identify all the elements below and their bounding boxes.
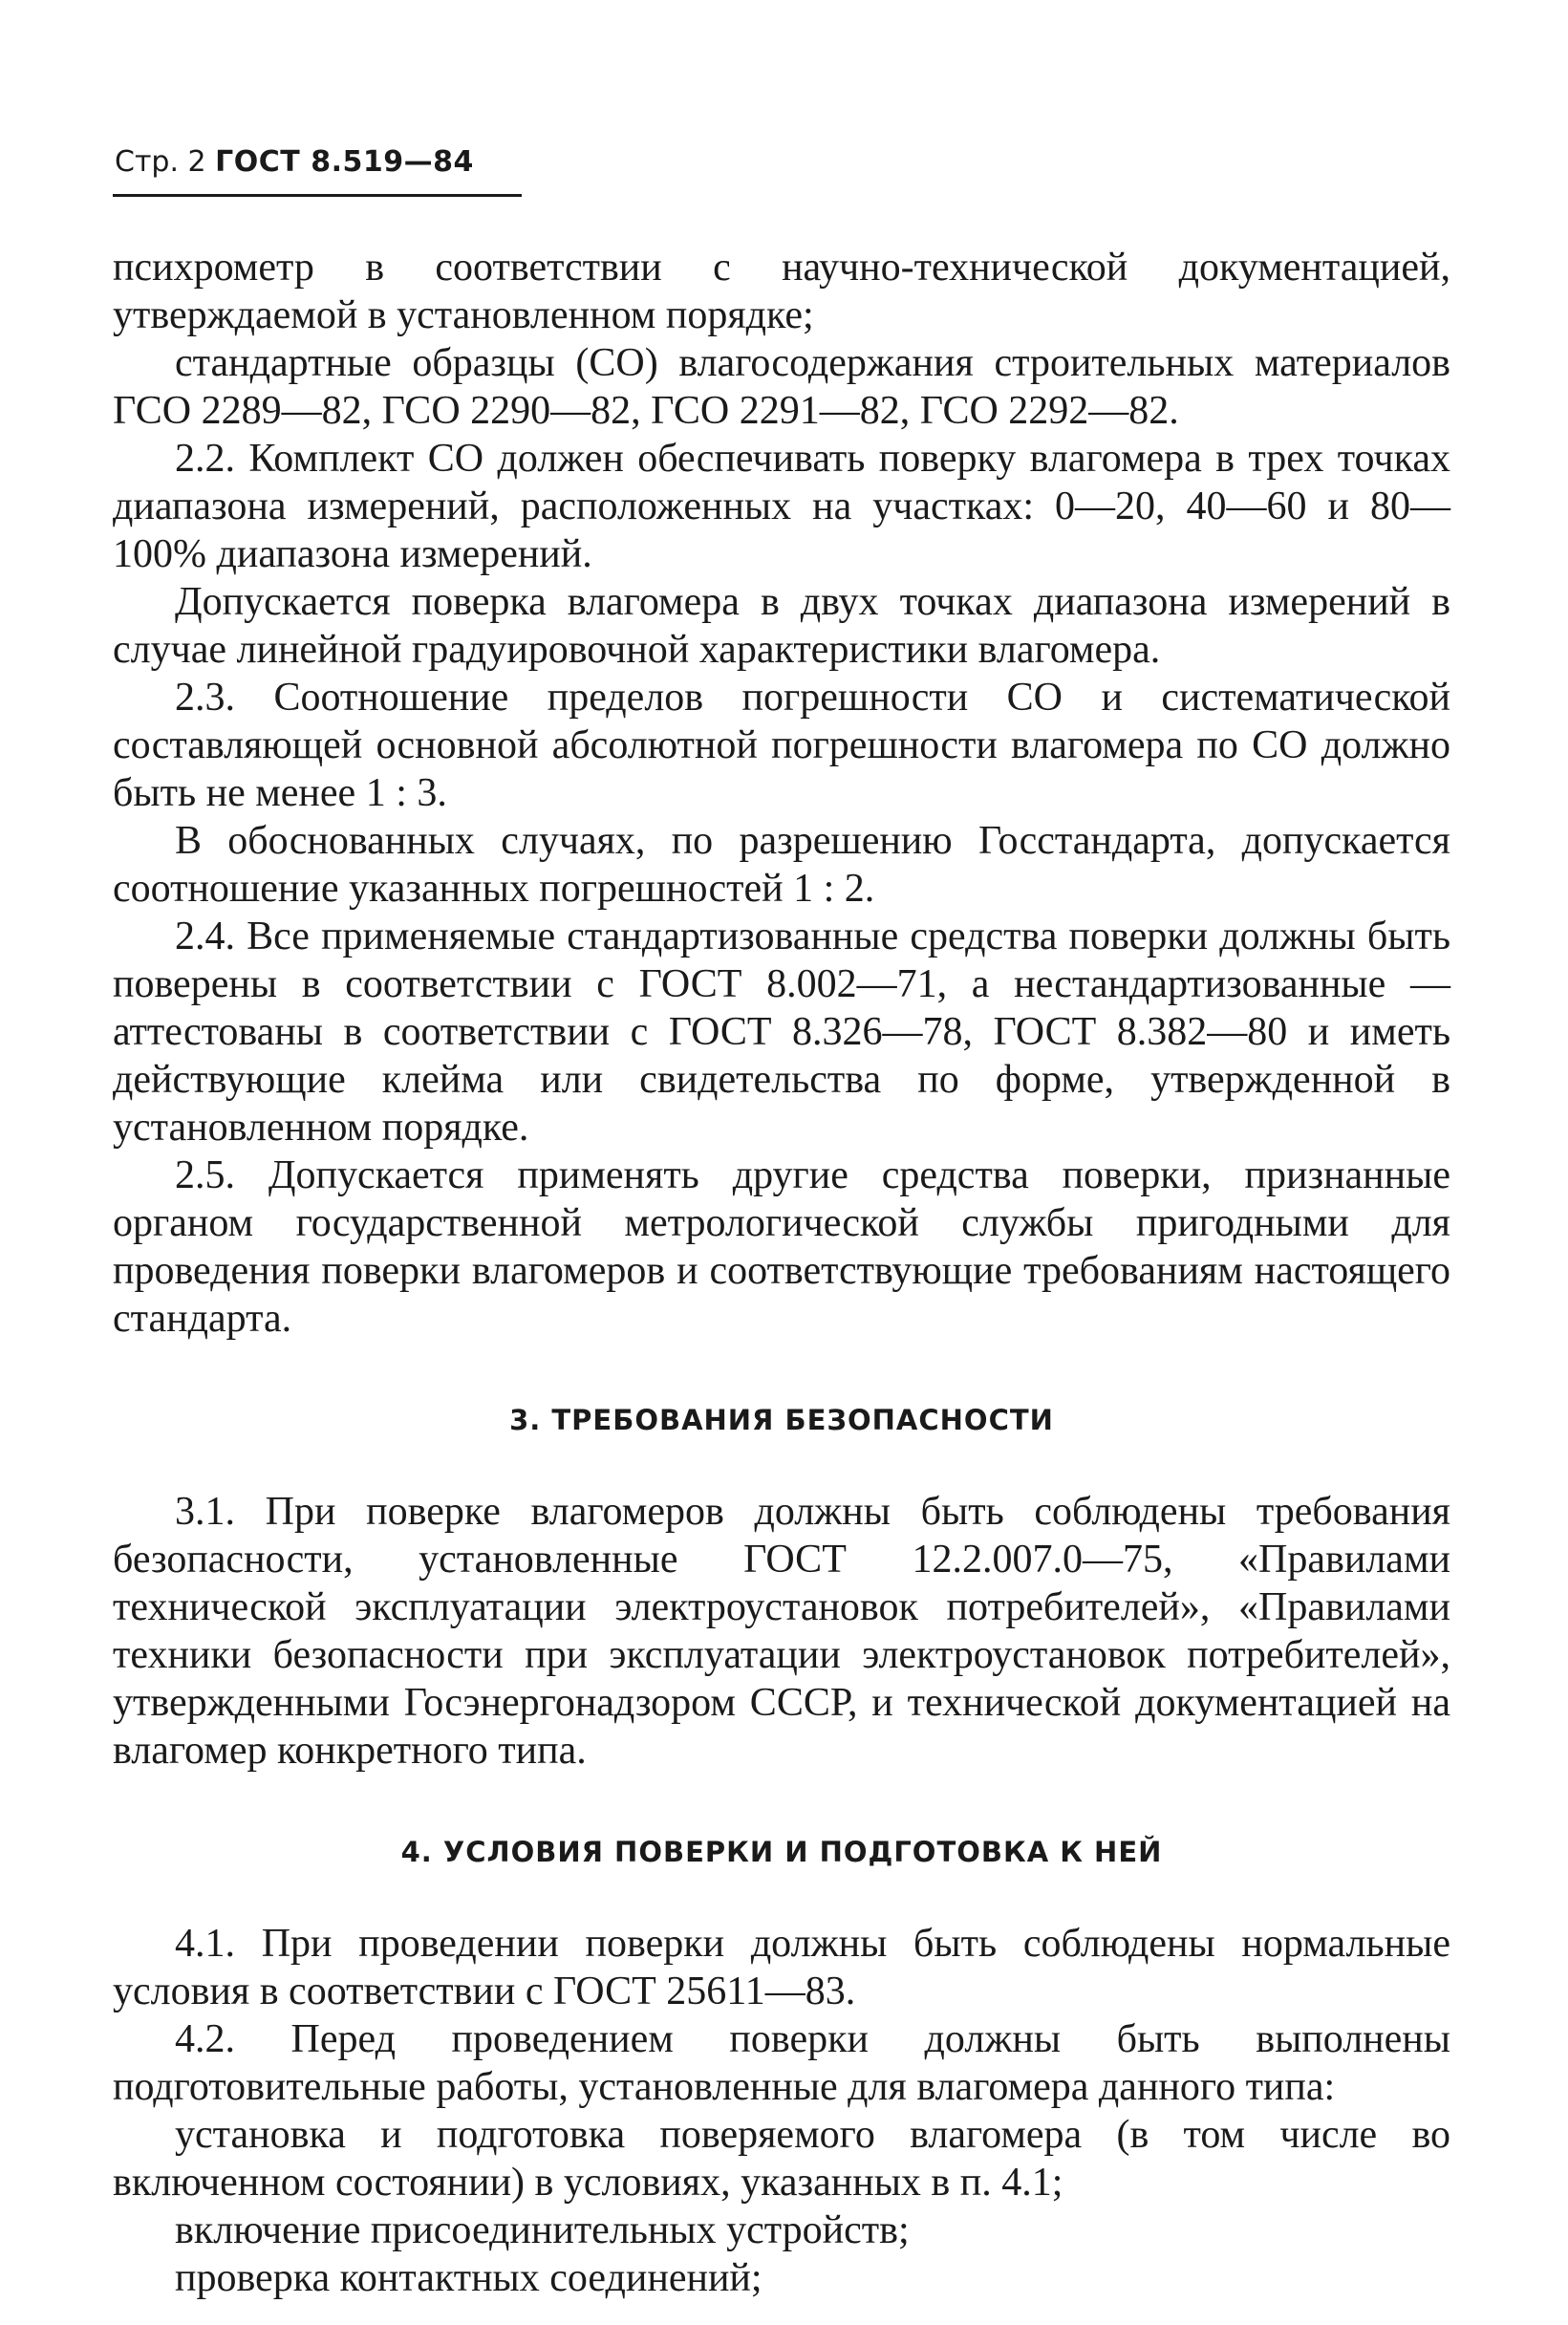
section-3-heading: 3. ТРЕБОВАНИЯ БЕЗОПАСНОСТИ <box>509 1404 1054 1436</box>
list-item-contact-check: проверка контактных соединений; <box>175 2256 763 2300</box>
paragraph-2-3: 2.3. Соотношение пределов погрешности СО и систематической составляющей основной абсолютной погрешности влагомера по СО должно быть не менее 1 : 3. <box>113 676 1450 815</box>
paragraph-2-2-allowance: Допускается поверка влагомера в двух точках диапазона измерений в случае линейной градуировочной характеристики влагомера. <box>113 580 1450 672</box>
paragraph-2-3-allowance: В обоснованных случаях, по разрешению Госстандарта, допускается соотношение указанных погрешностей 1 : 2. <box>113 819 1450 911</box>
header-rule <box>113 194 522 197</box>
paragraph-2-2: 2.2. Комплект СО должен обеспечивать поверку влагомера в трех точках диапазона измерений, расположенных на участках: 0—20, 40—60 и 80—100% диапазона измерений. <box>113 437 1450 576</box>
paragraph-4-1: 4.1. При проведении поверки должны быть соблюдены нормальные условия в соответствии с ГОСТ 25611—83. <box>113 1922 1450 2013</box>
list-item-connection-devices: включение присоединительных устройств; <box>175 2208 910 2252</box>
paragraph-standard-samples: стандартные образцы (СО) влагосодержания строительных материалов ГСО 2289—82, ГСО 2290—82, ГСО 2291—82, ГСО 2292—82. <box>113 341 1450 433</box>
document-code: ГОСТ 8.519—84 <box>215 145 474 179</box>
paragraph-2-4: 2.4. Все применяемые стандартизованные средства поверки должны быть поверены в соответствии с ГОСТ 8.002—71, а нестандартизованные — аттестованы в соответствии с ГОСТ 8.326—78, ГОСТ 8.382—80 и иметь действующие клейма или свидетельства по форме, утвержденной в установленном порядке. <box>113 915 1450 1150</box>
section-4-heading: 4. УСЛОВИЯ ПОВЕРКИ И ПОДГОТОВКА К НЕЙ <box>400 1836 1163 1868</box>
paragraph-psychrometer: психрометр в соответствии с научно-технической документацией, утверждаемой в установленном порядке; <box>113 246 1450 337</box>
paragraph-3-1: 3.1. При поверке влагомеров должны быть соблюдены требования безопасности, установленные ГОСТ 12.2.007.0—75, «Правилами технической эксплуатации электроустановок потребителей», «Правилами техники безопасности при эксплуатации электроустановок потребителей», утвержденными Госэнергонадзором СССР, и технической документацией на влагомер конкретного типа. <box>113 1490 1450 1773</box>
list-item-installation: установка и подготовка поверяемого влагомера (в том числе во включенном состоянии) в условиях, указанных в п. 4.1; <box>113 2113 1450 2205</box>
page-number-label: Стр. 2 <box>115 145 206 179</box>
page-header <box>115 145 474 179</box>
paragraph-2-5: 2.5. Допускается применять другие средства поверки, признанные органом государственной метрологической службы пригодными для проведения поверки влагомеров и соответствующие требованиям настоящего стандарта. <box>113 1153 1450 1341</box>
paragraph-4-2: 4.2. Перед проведением поверки должны быть выполнены подготовительные работы, установленные для влагомера данного типа: <box>113 2017 1450 2109</box>
document-body <box>113 244 1450 2302</box>
